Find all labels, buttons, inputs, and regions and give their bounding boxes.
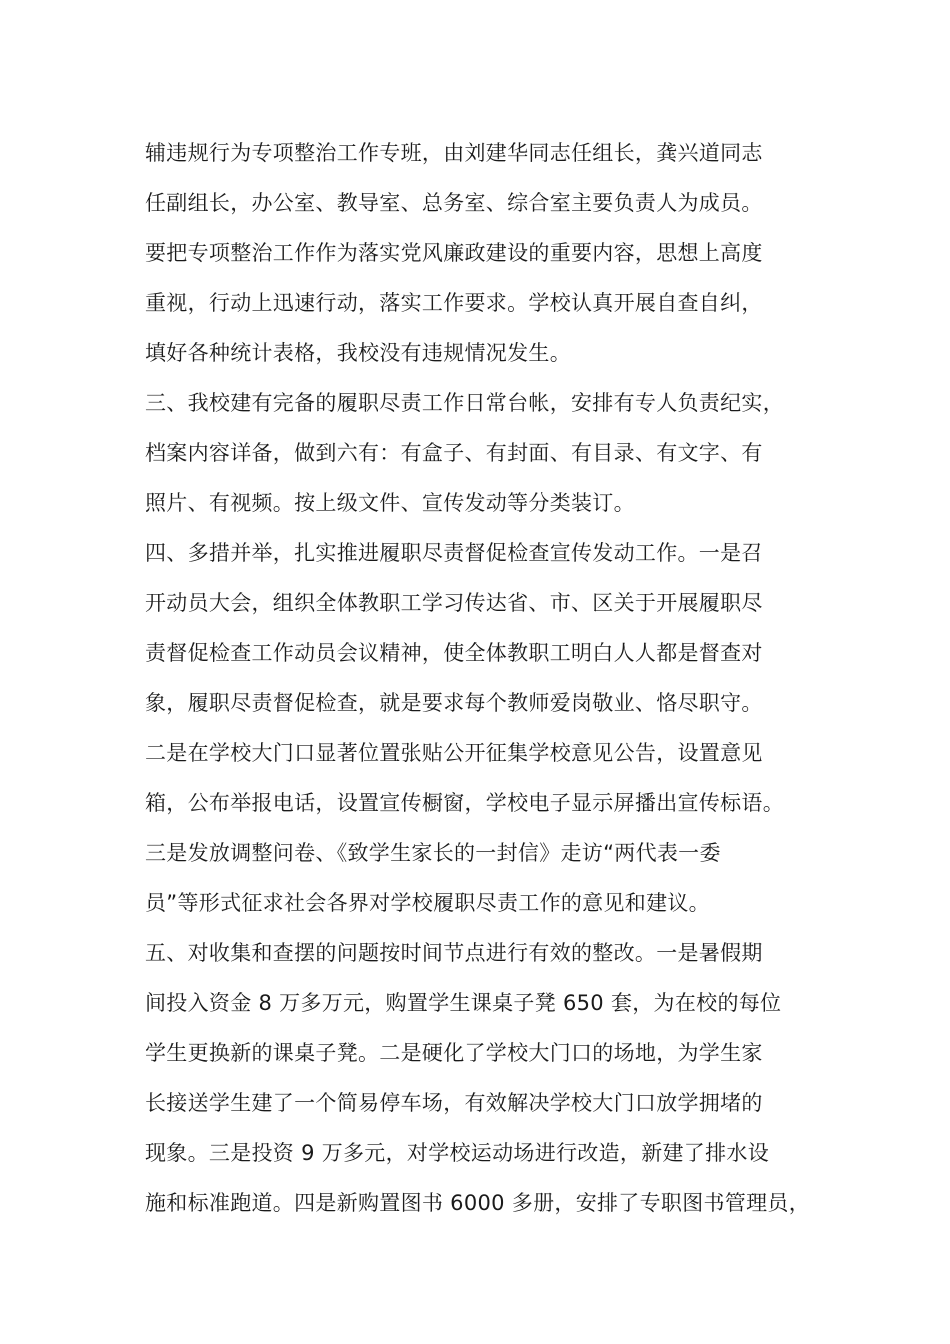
text-line-18: 间投入资金 8 万多万元，购置学生课桌子凳 650 套，为在校的每位	[145, 991, 782, 1015]
text-line-5: 填好各种统计表格，我校没有违规情况发生。	[145, 341, 571, 365]
text-line-15: 三是发放调整问卷、《致学生家长的一封信》走访“两代表一委	[145, 841, 721, 865]
text-line-2: 任副组长，办公室、教导室、总务室、综合室主要负责人为成员。	[145, 191, 763, 215]
text-line-10: 开动员大会，组织全体教职工学习传达省、市、区关于开展履职尽	[145, 591, 763, 615]
text-line-22: 施和标准跑道。四是新购置图书 6000 多册，安排了专职图书管理员，	[145, 1191, 810, 1215]
text-line-17: 五、对收集和查摆的问题按时间节点进行有效的整改。一是暑假期	[145, 941, 763, 965]
text-line-3: 要把专项整治工作作为落实党风廉政建设的重要内容，思想上高度	[145, 241, 763, 265]
text-line-11: 责督促检查工作动员会议精神，使全体教职工明白人人都是督查对	[145, 641, 763, 665]
text-line-21: 现象。三是投资 9 万多元，对学校运动场进行改造，新建了排水设	[145, 1141, 770, 1165]
text-line-12: 象，履职尽责督促检查，就是要求每个教师爱岗敬业、恪尽职守。	[145, 691, 763, 715]
text-line-16: 员”等形式征求社会各界对学校履职尽责工作的意见和建议。	[145, 891, 710, 915]
text-line-19: 学生更换新的课桌子凳。二是硬化了学校大门口的场地，为学生家	[145, 1041, 763, 1065]
text-line-20: 长接送学生建了一个简易停车场，有效解决学校大门口放学拥堵的	[145, 1091, 763, 1115]
text-line-14: 箱，公布举报电话，设置宣传橱窗，学校电子显示屏播出宣传标语。	[145, 791, 784, 815]
text-line-9: 四、多措并举，扎实推进履职尽责督促检查宣传发动工作。一是召	[145, 541, 763, 565]
body-text	[145, 128, 825, 1228]
text-line-6: 三、我校建有完备的履职尽责工作日常台帐，安排有专人负责纪实，	[145, 391, 784, 415]
text-line-8: 照片、有视频。按上级文件、宣传发动等分类装订。	[145, 491, 635, 515]
text-line-13: 二是在学校大门口显著位置张贴公开征集学校意见公告，设置意见	[145, 741, 763, 765]
text-line-1: 辅违规行为专项整治工作专班，由刘建华同志任组长，龚兴道同志	[145, 141, 763, 165]
text-line-7: 档案内容详备，做到六有：有盒子、有封面、有目录、有文字、有	[145, 441, 763, 465]
text-line-4: 重视，行动上迅速行动，落实工作要求。学校认真开展自查自纠，	[145, 291, 763, 315]
